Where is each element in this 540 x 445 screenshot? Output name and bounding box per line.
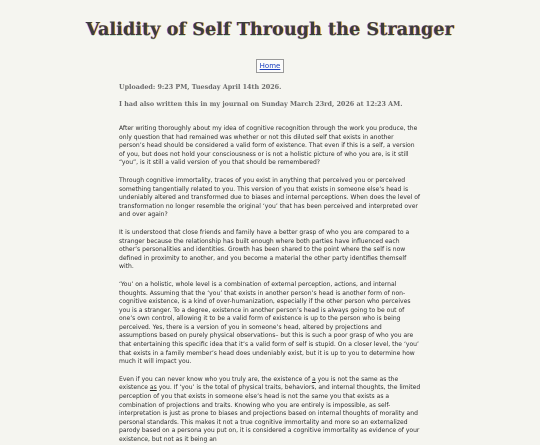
underlined-word: as [149, 384, 157, 392]
journal-note: I had also written this in my journal on Sunday March 23rd, 2026 at 12:23 AM. [119, 100, 403, 108]
article-body [119, 125, 421, 445]
nav-bar [0, 53, 540, 73]
paragraph: It is understood that close friends and family have a better grasp of who you are compared to a stranger because the relationship has built enough where both parties have influenced each other’s personalities and identities. Growth has been shared to the point where the self is now defined in proximity to another, and you become a material the other party identifies themself with. [119, 228, 410, 271]
paragraph-text: you is not the same as the existence [119, 375, 399, 392]
paragraph [119, 376, 421, 445]
paragraph: ‘You’ on a holistic, whole level is a combination of external perception, actions, and internal thoughts. Assuming that the ‘you’ that exists in another person’s head is another form of non-cognitive existence, is a kind of over-humanization, especially if the other person who perceives you is a stranger. To a degree, existence in another person’s head is always going to be out of one’s own control, allowing it to be a valid form of existence is up to the person who is being perceived. Yes, there is a version of you in someone’s head, altered by projections and assumptions based on purely physical observations– but this is such a poor grasp of who you are that entertaining this specific idea that it’s a valid form of self is stupid. On a closer level, the ‘you’ that exists in a family member’s head does undeniably exist, but it is up to you to determine how much it will impact you. [119, 280, 419, 366]
upload-date: Uploaded: 9:23 PM, Tuesday April 14th 2026. [119, 83, 282, 91]
page-title: Validity of Self Through the Stranger [86, 20, 454, 40]
underlined-word: a [312, 375, 316, 383]
paragraph: After writing thoroughly about my idea of cognitive recognition through the work you produce, the only question that had remained was whether or not this diluted self that exists in another person’s head should be considered a valid form of existence. That even if this is a self, a version of you, but does not hold your consciousness or is not a holistic picture of who you are, is it still “you”, is it still a valid version of you that should be remembered? [119, 125, 418, 167]
paragraph-text: you. If ‘you’ is the total of physical traits, behaviors, and internal thoughts, the limited perception of you that exists in someone else’s head is not the same you that exists as a combination of projections and traits. Knowing who you are entirely is impossible, as self-interpretation is just as prone to biases and projections based on internal thoughts of morality and personal standards. This makes it not a true cognitive immortality and more so an externalized parody based on a persona you put on, it is considered a cognitive immortality as evidence of your existence, but not as it being an [119, 384, 421, 443]
paragraph: Through cognitive immortality, traces of you exist in anything that perceived you or perceived something tangentially related to you. This version of you that exists in someone else’s head is undeniably altered and transformed due to biases and internal perceptions. When does the level of transformation no longer resemble the original ‘you’ that has been perceived and interpreted over and over again? [119, 176, 421, 219]
home-button[interactable]: Home [256, 59, 285, 73]
paragraph-text: Even if you can never know who you truly are, the existence of [119, 375, 313, 383]
